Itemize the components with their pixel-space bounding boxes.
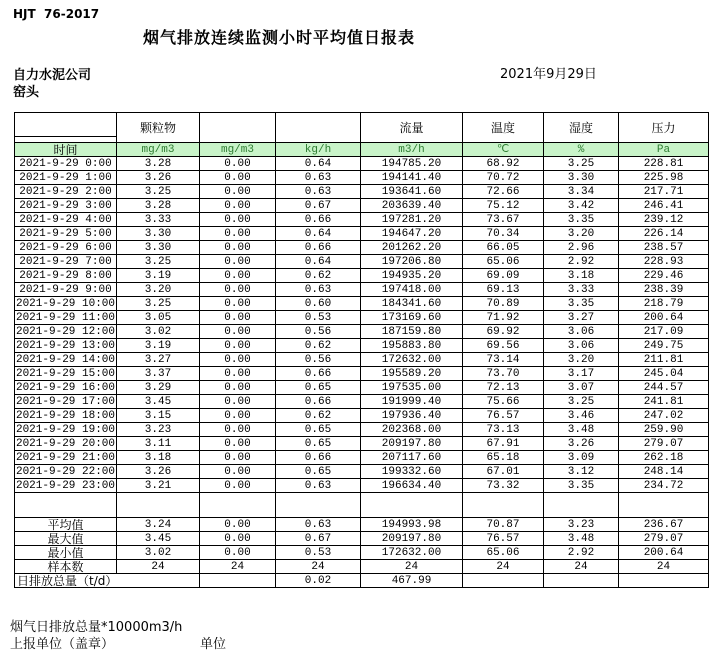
page-title: 烟气排放连续监测小时平均值日报表 [143, 28, 416, 47]
summary-value-cell: 24 [200, 560, 276, 574]
value-cell: 0.66 [276, 395, 361, 409]
value-cell: 3.46 [544, 409, 619, 423]
value-cell: 194785.20 [361, 157, 463, 171]
summary-value-cell: 236.67 [619, 518, 709, 532]
time-cell: 2021-9-29 1:00 [15, 171, 117, 185]
value-cell: 0.66 [276, 451, 361, 465]
value-cell: 3.18 [117, 451, 200, 465]
value-cell: 69.13 [463, 283, 544, 297]
value-cell: 0.00 [200, 353, 276, 367]
value-cell: 3.17 [544, 367, 619, 381]
value-cell: 195883.80 [361, 339, 463, 353]
summary-value-cell: 24 [117, 560, 200, 574]
report-date: 2021年9月29日 [500, 67, 597, 82]
value-cell: 3.27 [117, 353, 200, 367]
value-cell: 3.28 [117, 199, 200, 213]
table-row [15, 157, 709, 171]
value-cell: 0.62 [276, 339, 361, 353]
time-cell: 2021-9-29 14:00 [15, 353, 116, 366]
summary-row [15, 560, 709, 574]
value-cell: 197206.80 [361, 255, 463, 269]
summary-value-cell: 3.48 [544, 532, 619, 546]
table-row [15, 213, 709, 227]
standard-code: HJT 76-2017 [13, 7, 100, 21]
summary-value-cell: 0.67 [276, 532, 361, 546]
value-cell: 3.30 [544, 171, 619, 185]
value-cell: 3.20 [544, 227, 619, 241]
value-cell: 0.64 [276, 227, 361, 241]
value-cell: 3.35 [544, 479, 619, 493]
col-header-particulate: 颗粒物 [117, 113, 200, 143]
value-cell: 246.41 [619, 199, 709, 213]
report-table [14, 112, 709, 588]
value-cell: 0.00 [200, 213, 276, 227]
time-cell: 2021-9-29 4:00 [15, 213, 117, 227]
time-cell: 2021-9-29 6:00 [15, 241, 117, 255]
value-cell: 247.02 [619, 409, 709, 423]
daily-total-kgh-value: 0.02 [276, 574, 361, 588]
table-row [15, 269, 709, 283]
col-header-blank-2 [276, 113, 361, 143]
value-cell: 0.00 [200, 339, 276, 353]
value-cell: 0.62 [276, 409, 361, 423]
daily-total-label: 日排放总量（t/d） [15, 574, 200, 588]
value-cell: 3.25 [544, 395, 619, 409]
time-cell: 2021-9-29 21:00 [15, 451, 116, 464]
station-name: 窑头 [13, 85, 40, 100]
summary-value-cell: 24 [361, 560, 463, 574]
value-cell: 172632.00 [361, 353, 463, 367]
value-cell: 3.33 [117, 213, 200, 227]
value-cell: 3.26 [117, 465, 200, 479]
col-header-pressure: 压力 [619, 113, 709, 143]
value-cell: 75.66 [463, 395, 544, 409]
unit-cell-mg: mg/m3 [200, 143, 276, 157]
value-cell: 3.45 [117, 395, 200, 409]
value-cell: 197281.20 [361, 213, 463, 227]
value-cell: 0.56 [276, 325, 361, 339]
value-cell: 3.25 [117, 255, 200, 269]
value-cell: 3.35 [544, 213, 619, 227]
value-cell: 197936.40 [361, 409, 463, 423]
value-cell: 0.00 [200, 395, 276, 409]
summary-value-cell: 172632.00 [361, 546, 463, 560]
col-header-blank-1 [200, 113, 276, 143]
time-cell: 2021-9-29 8:00 [15, 269, 117, 283]
summary-label: 最大值 [15, 532, 117, 546]
spacer-cell [276, 493, 361, 518]
summary-value-cell: 0.00 [200, 546, 276, 560]
unit-label: 单位 [200, 637, 227, 652]
value-cell: 244.57 [619, 381, 709, 395]
unit-cell-humidity: % [544, 143, 619, 157]
value-cell: 0.00 [200, 185, 276, 199]
value-cell: 0.00 [200, 451, 276, 465]
value-cell: 3.37 [117, 367, 200, 381]
value-cell: 0.67 [276, 199, 361, 213]
value-cell: 249.75 [619, 339, 709, 353]
time-cell: 2021-9-29 10:00 [15, 297, 116, 310]
value-cell: 0.00 [200, 157, 276, 171]
summary-value-cell: 70.87 [463, 518, 544, 532]
summary-row [15, 532, 709, 546]
value-cell: 3.09 [544, 451, 619, 465]
unit-cell-kgh: kg/h [276, 143, 361, 157]
value-cell: 0.66 [276, 367, 361, 381]
summary-value-cell: 194993.98 [361, 518, 463, 532]
time-cell: 2021-9-29 9:00 [15, 283, 117, 297]
value-cell: 68.92 [463, 157, 544, 171]
time-cell: 2021-9-29 19:00 [15, 423, 116, 436]
value-cell: 3.29 [117, 381, 200, 395]
daily-total-row [15, 574, 709, 588]
value-cell: 202368.00 [361, 423, 463, 437]
value-cell: 0.64 [276, 255, 361, 269]
table-row [15, 199, 709, 213]
value-cell: 0.00 [200, 171, 276, 185]
value-cell: 0.64 [276, 157, 361, 171]
summary-value-cell: 76.57 [463, 532, 544, 546]
col-header-humidity: 湿度 [544, 113, 619, 143]
value-cell: 234.72 [619, 479, 709, 493]
value-cell: 203639.40 [361, 199, 463, 213]
value-cell: 65.06 [463, 255, 544, 269]
value-cell: 3.06 [544, 339, 619, 353]
table-row [15, 479, 709, 493]
value-cell: 259.90 [619, 423, 709, 437]
value-cell: 238.57 [619, 241, 709, 255]
value-cell: 0.00 [200, 199, 276, 213]
table-row [15, 241, 709, 255]
value-cell: 3.26 [544, 437, 619, 451]
value-cell: 218.79 [619, 297, 709, 311]
summary-value-cell: 2.92 [544, 546, 619, 560]
table-row [15, 255, 709, 269]
value-cell: 3.18 [544, 269, 619, 283]
value-cell: 3.11 [117, 437, 200, 451]
value-cell: 66.05 [463, 241, 544, 255]
time-cell: 2021-9-29 12:00 [15, 325, 116, 338]
value-cell: 217.71 [619, 185, 709, 199]
value-cell: 196634.40 [361, 479, 463, 493]
value-cell: 3.20 [117, 283, 200, 297]
value-cell: 229.46 [619, 269, 709, 283]
value-cell: 228.93 [619, 255, 709, 269]
summary-value-cell: 24 [276, 560, 361, 574]
table-row [15, 451, 709, 465]
value-cell: 0.00 [200, 241, 276, 255]
value-cell: 70.89 [463, 297, 544, 311]
unit-cell-pressure: Pa [619, 143, 709, 157]
summary-value-cell: 0.00 [200, 518, 276, 532]
summary-value-cell: 3.02 [117, 546, 200, 560]
value-cell: 3.35 [544, 297, 619, 311]
value-cell: 76.57 [463, 409, 544, 423]
value-cell: 73.14 [463, 353, 544, 367]
summary-label: 样本数 [15, 560, 117, 574]
value-cell: 0.00 [200, 227, 276, 241]
value-cell: 239.12 [619, 213, 709, 227]
summary-value-cell: 0.53 [276, 546, 361, 560]
value-cell: 225.98 [619, 171, 709, 185]
value-cell: 0.00 [200, 297, 276, 311]
table-row [15, 311, 709, 325]
value-cell: 0.00 [200, 325, 276, 339]
value-cell: 194141.40 [361, 171, 463, 185]
value-cell: 241.81 [619, 395, 709, 409]
spacer-cell [544, 493, 619, 518]
time-cell: 2021-9-29 23:00 [15, 479, 116, 492]
value-cell: 195589.20 [361, 367, 463, 381]
value-cell: 71.92 [463, 311, 544, 325]
value-cell: 3.33 [544, 283, 619, 297]
time-cell: 2021-9-29 13:00 [15, 339, 116, 352]
value-cell: 193641.60 [361, 185, 463, 199]
value-cell: 0.00 [200, 311, 276, 325]
value-cell: 0.00 [200, 437, 276, 451]
unit-cell-flow: m3/h [361, 143, 463, 157]
table-row [15, 353, 709, 367]
value-cell: 0.00 [200, 423, 276, 437]
value-cell: 248.14 [619, 465, 709, 479]
time-cell: 2021-9-29 7:00 [15, 255, 117, 269]
value-cell: 3.25 [544, 157, 619, 171]
value-cell: 2.96 [544, 241, 619, 255]
col-header-temperature: 温度 [463, 113, 544, 143]
table-row [15, 437, 709, 451]
value-cell: 3.02 [117, 325, 200, 339]
value-cell: 3.25 [117, 297, 200, 311]
value-cell: 0.56 [276, 353, 361, 367]
time-cell: 2021-9-29 22:00 [15, 465, 116, 478]
value-cell: 0.00 [200, 409, 276, 423]
summary-value-cell: 209197.80 [361, 532, 463, 546]
value-cell: 194647.20 [361, 227, 463, 241]
summary-row [15, 518, 709, 532]
table-row [15, 381, 709, 395]
value-cell: 0.00 [200, 465, 276, 479]
value-cell: 67.91 [463, 437, 544, 451]
value-cell: 0.66 [276, 213, 361, 227]
table-row [15, 339, 709, 353]
value-cell: 194935.20 [361, 269, 463, 283]
company-name: 自力水泥公司 [13, 68, 92, 83]
value-cell: 0.00 [200, 367, 276, 381]
summary-value-cell: 279.07 [619, 532, 709, 546]
daily-total-empty [544, 574, 619, 588]
value-cell: 69.92 [463, 325, 544, 339]
value-cell: 3.42 [544, 199, 619, 213]
table-row [15, 283, 709, 297]
param-header-row [15, 113, 709, 143]
spacer-cell [619, 493, 709, 518]
table-row [15, 185, 709, 199]
value-cell: 201262.20 [361, 241, 463, 255]
reporting-unit-label: 上报单位（盖章） [10, 637, 115, 652]
value-cell: 197418.00 [361, 283, 463, 297]
time-cell: 2021-9-29 18:00 [15, 409, 116, 422]
value-cell: 0.65 [276, 381, 361, 395]
time-header-cell: 时间 [15, 143, 117, 157]
spacer-cell [463, 493, 544, 518]
value-cell: 279.07 [619, 437, 709, 451]
value-cell: 73.32 [463, 479, 544, 493]
spacer-cell [361, 493, 463, 518]
time-cell: 2021-9-29 15:00 [15, 367, 116, 380]
value-cell: 72.13 [463, 381, 544, 395]
value-cell: 262.18 [619, 451, 709, 465]
summary-value-cell: 3.23 [544, 518, 619, 532]
value-cell: 209197.80 [361, 437, 463, 451]
value-cell: 191999.40 [361, 395, 463, 409]
summary-row [15, 546, 709, 560]
time-cell: 2021-9-29 5:00 [15, 227, 117, 241]
value-cell: 211.81 [619, 353, 709, 367]
value-cell: 2.92 [544, 255, 619, 269]
value-cell: 0.53 [276, 311, 361, 325]
value-cell: 207117.60 [361, 451, 463, 465]
table-row [15, 297, 709, 311]
value-cell: 0.00 [200, 255, 276, 269]
table-row [15, 171, 709, 185]
value-cell: 69.56 [463, 339, 544, 353]
summary-value-cell: 65.06 [463, 546, 544, 560]
value-cell: 72.66 [463, 185, 544, 199]
table-row [15, 409, 709, 423]
value-cell: 0.65 [276, 437, 361, 451]
value-cell: 3.05 [117, 311, 200, 325]
value-cell: 197535.00 [361, 381, 463, 395]
value-cell: 226.14 [619, 227, 709, 241]
daily-total-empty [619, 574, 709, 588]
table-row [15, 465, 709, 479]
value-cell: 3.21 [117, 479, 200, 493]
corner-divider [15, 119, 116, 137]
time-cell: 2021-9-29 20:00 [15, 437, 116, 450]
value-cell: 65.18 [463, 451, 544, 465]
daily-total-empty [200, 574, 276, 588]
value-cell: 3.27 [544, 311, 619, 325]
value-cell: 3.30 [117, 227, 200, 241]
value-cell: 3.20 [544, 353, 619, 367]
summary-value-cell: 200.64 [619, 546, 709, 560]
table-row [15, 227, 709, 241]
value-cell: 173169.60 [361, 311, 463, 325]
spacer-cell [15, 493, 117, 518]
value-cell: 0.63 [276, 171, 361, 185]
value-cell: 184341.60 [361, 297, 463, 311]
value-cell: 0.65 [276, 423, 361, 437]
value-cell: 3.25 [117, 185, 200, 199]
value-cell: 0.63 [276, 283, 361, 297]
value-cell: 187159.80 [361, 325, 463, 339]
unit-cell-temperature: ℃ [463, 143, 544, 157]
time-cell: 2021-9-29 16:00 [15, 381, 116, 394]
value-cell: 228.81 [619, 157, 709, 171]
time-cell: 2021-9-29 11:00 [15, 311, 116, 324]
summary-label: 最小值 [15, 546, 117, 560]
flow-total-note: 烟气日排放总量*10000m3/h [10, 620, 183, 635]
value-cell: 0.62 [276, 269, 361, 283]
value-cell: 3.48 [544, 423, 619, 437]
spacer-cell [117, 493, 200, 518]
col-header-flow: 流量 [361, 113, 463, 143]
value-cell: 0.00 [200, 479, 276, 493]
value-cell: 3.15 [117, 409, 200, 423]
value-cell: 3.19 [117, 269, 200, 283]
time-cell: 2021-9-29 17:00 [15, 395, 116, 408]
value-cell: 0.00 [200, 269, 276, 283]
value-cell: 0.65 [276, 465, 361, 479]
value-cell: 0.63 [276, 479, 361, 493]
summary-value-cell: 0.00 [200, 532, 276, 546]
value-cell: 67.01 [463, 465, 544, 479]
value-cell: 75.12 [463, 199, 544, 213]
value-cell: 73.70 [463, 367, 544, 381]
value-cell: 73.13 [463, 423, 544, 437]
value-cell: 217.09 [619, 325, 709, 339]
value-cell: 0.00 [200, 381, 276, 395]
summary-value-cell: 0.63 [276, 518, 361, 532]
daily-total-empty [463, 574, 544, 588]
value-cell: 70.72 [463, 171, 544, 185]
value-cell: 199332.60 [361, 465, 463, 479]
value-cell: 200.64 [619, 311, 709, 325]
summary-value-cell: 3.45 [117, 532, 200, 546]
value-cell: 73.67 [463, 213, 544, 227]
summary-value-cell: 3.24 [117, 518, 200, 532]
time-cell: 2021-9-29 2:00 [15, 185, 117, 199]
spacer-cell [200, 493, 276, 518]
time-cell: 2021-9-29 0:00 [15, 157, 117, 171]
summary-label: 平均值 [15, 518, 117, 532]
corner-cell [15, 113, 117, 143]
table-row [15, 325, 709, 339]
value-cell: 3.26 [117, 171, 200, 185]
units-header-row [15, 143, 709, 157]
summary-value-cell: 24 [463, 560, 544, 574]
value-cell: 70.34 [463, 227, 544, 241]
daily-total-flow-value: 467.99 [361, 574, 463, 588]
value-cell: 245.04 [619, 367, 709, 381]
value-cell: 3.12 [544, 465, 619, 479]
value-cell: 3.23 [117, 423, 200, 437]
value-cell: 0.66 [276, 241, 361, 255]
value-cell: 3.28 [117, 157, 200, 171]
spacer-row [15, 493, 709, 518]
table-row [15, 395, 709, 409]
value-cell: 0.00 [200, 283, 276, 297]
value-cell: 3.19 [117, 339, 200, 353]
value-cell: 238.39 [619, 283, 709, 297]
value-cell: 3.06 [544, 325, 619, 339]
value-cell: 3.34 [544, 185, 619, 199]
value-cell: 0.60 [276, 297, 361, 311]
table-row [15, 423, 709, 437]
summary-value-cell: 24 [544, 560, 619, 574]
time-cell: 2021-9-29 3:00 [15, 199, 117, 213]
unit-cell-particulate-mg: mg/m3 [117, 143, 200, 157]
table-row [15, 367, 709, 381]
value-cell: 69.09 [463, 269, 544, 283]
summary-value-cell: 24 [619, 560, 709, 574]
value-cell: 3.07 [544, 381, 619, 395]
value-cell: 0.63 [276, 185, 361, 199]
value-cell: 3.30 [117, 241, 200, 255]
